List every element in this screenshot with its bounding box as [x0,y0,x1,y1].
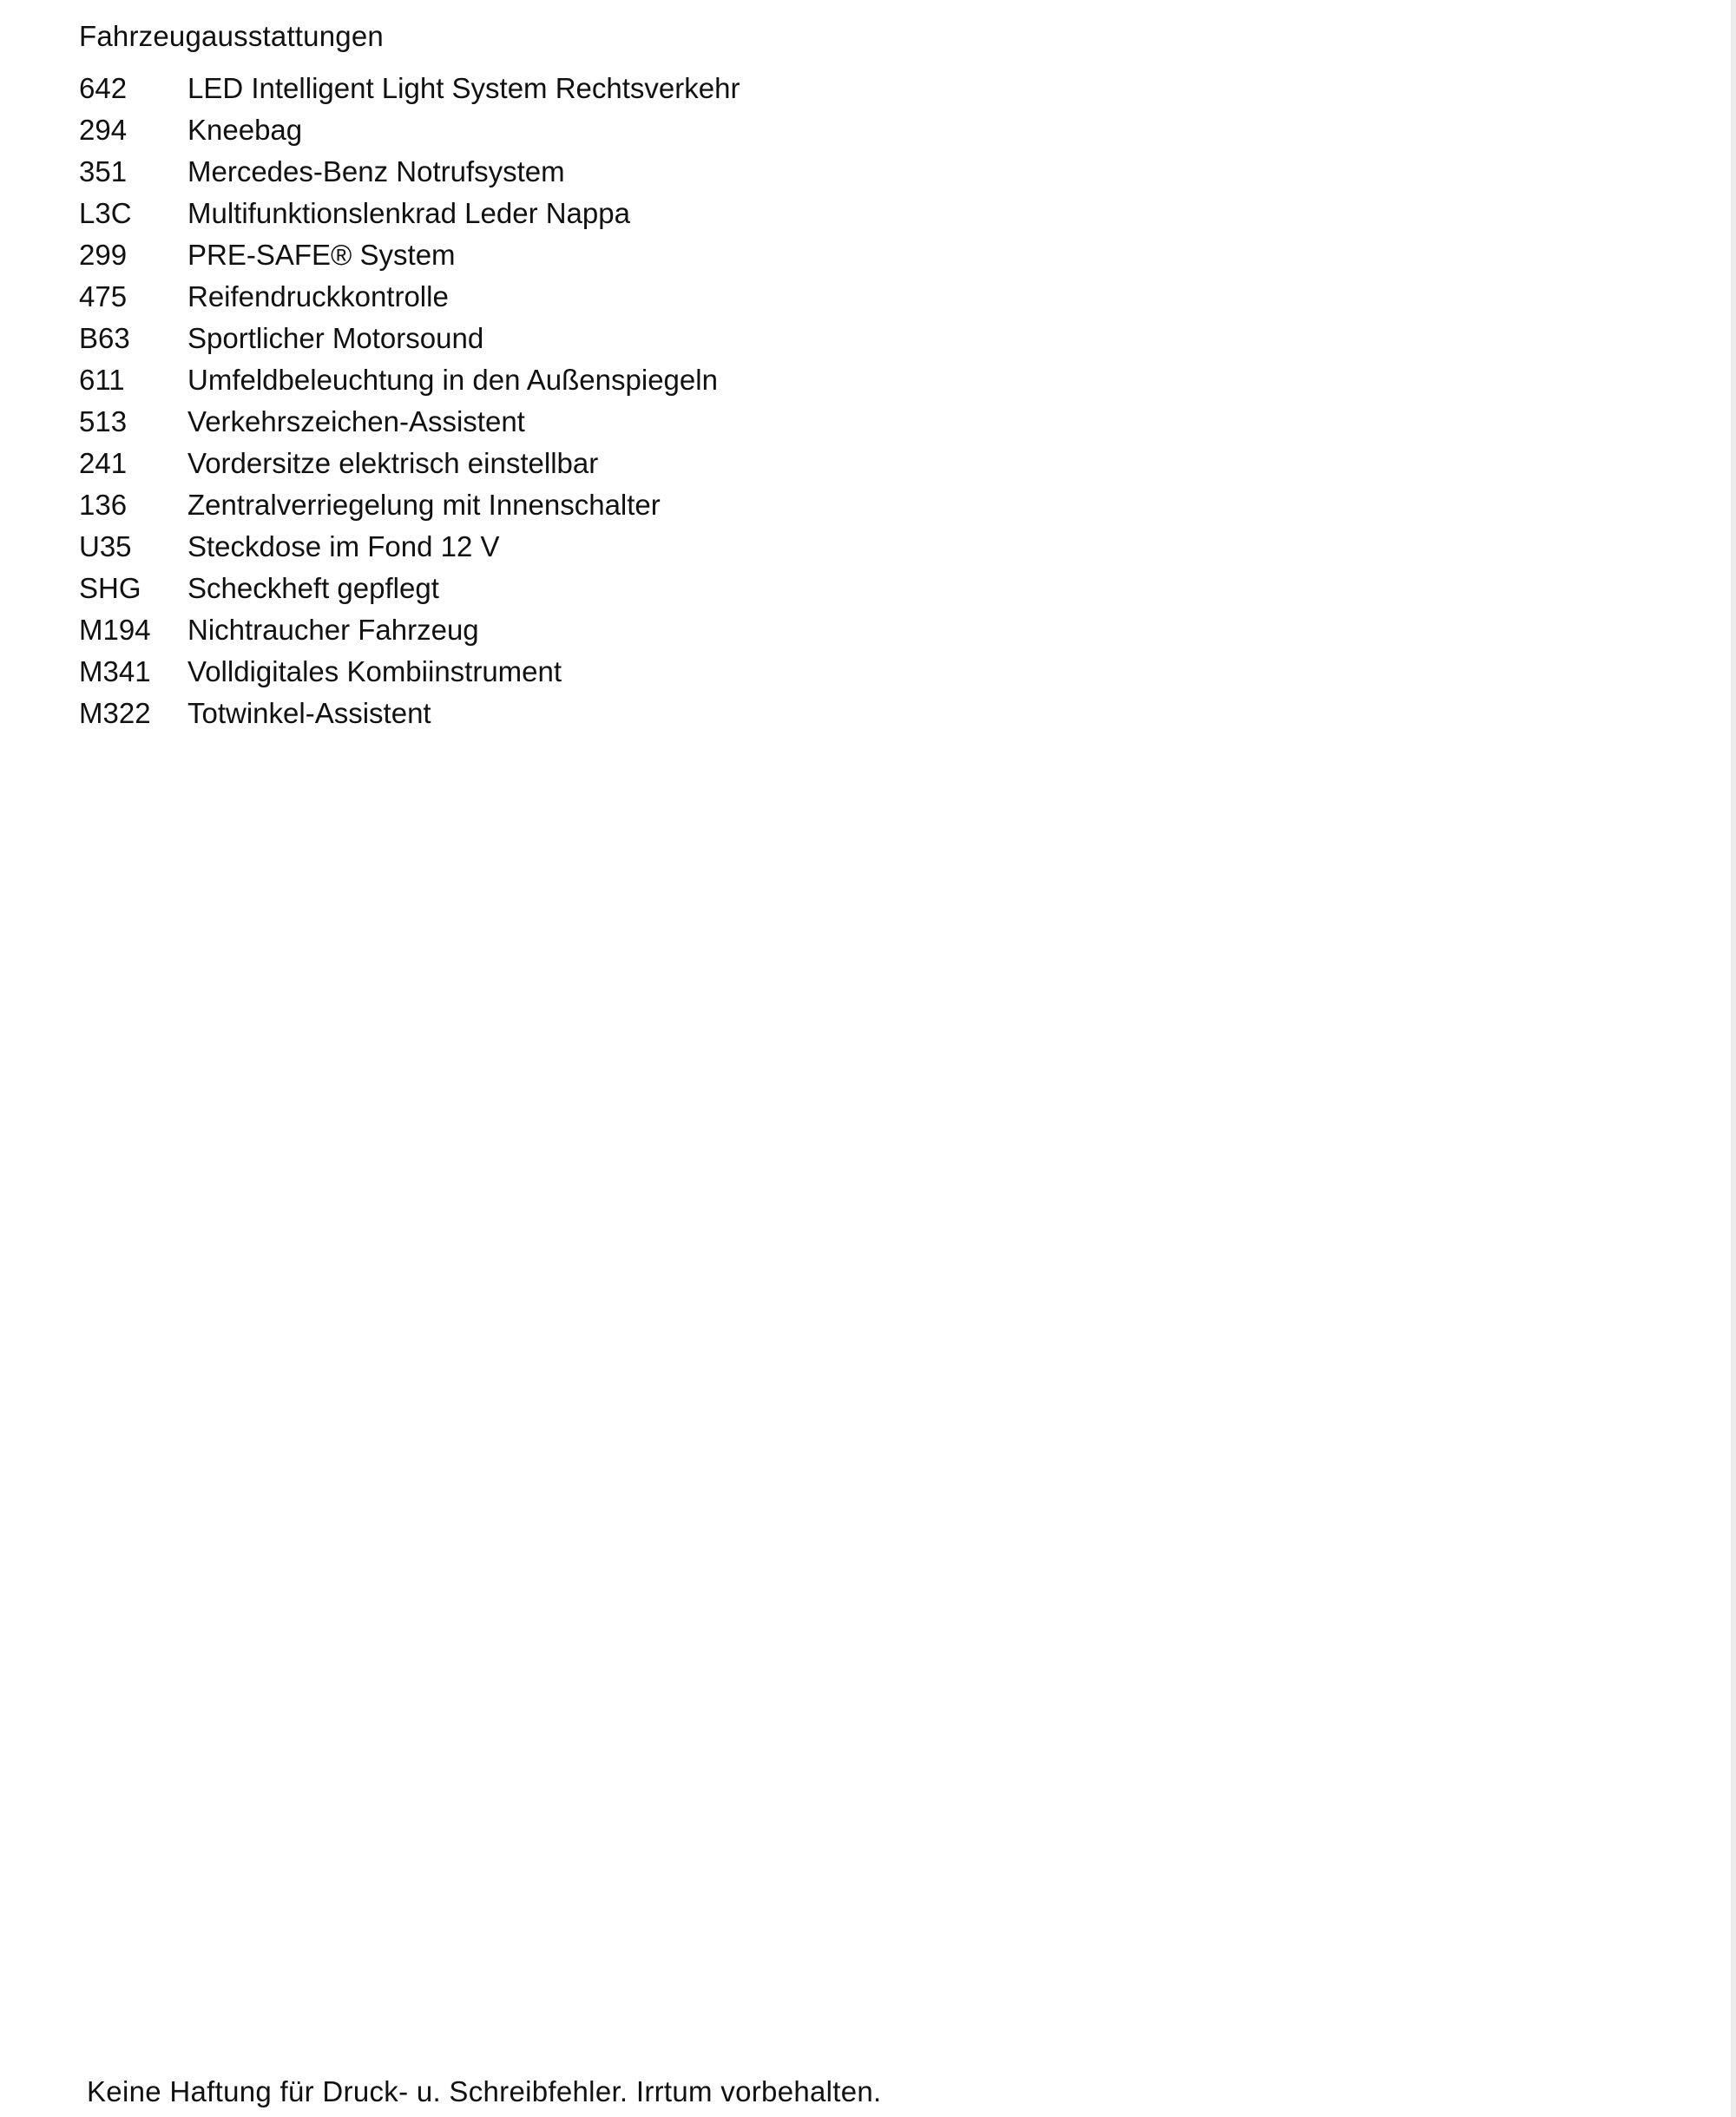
equipment-row [79,651,740,693]
equipment-code: 299 [79,239,128,271]
equipment-code: 513 [79,405,128,437]
equipment-description: Nichtraucher Fahrzeug [187,614,479,646]
equipment-code: L3C [79,197,132,229]
equipment-description: Zentralverriegelung mit Innenschalter [187,489,661,521]
equipment-row [79,526,740,568]
section-title: Fahrzeugausstattungen [79,20,384,52]
equipment-description: PRE-SAFE® System [187,239,456,271]
equipment-row [79,109,740,151]
equipment-row [79,484,740,526]
equipment-row [79,401,740,443]
equipment-row [79,693,740,734]
equipment-description: Multifunktionslenkrad Leder Nappa [187,197,630,229]
equipment-row [79,151,740,193]
equipment-row [79,193,740,234]
equipment-row [79,318,740,359]
equipment-row [79,609,740,651]
equipment-description: Vordersitze elektrisch einstellbar [187,447,599,479]
equipment-description: Umfeldbeleuchtung in den Außenspiegeln [187,364,718,396]
equipment-row [79,276,740,318]
equipment-row [79,568,740,609]
equipment-code: M322 [79,697,151,729]
equipment-description: Reifendruckkontrolle [187,280,449,312]
equipment-description: Kneebag [187,114,303,146]
equipment-row [79,234,740,276]
disclaimer-footer: Keine Haftung für Druck- u. Schreibfehler. Irrtum vorbehalten. [87,2075,882,2107]
equipment-code: 475 [79,280,128,312]
equipment-code: B63 [79,322,130,354]
equipment-description: LED Intelligent Light System Rechtsverkehr [187,72,740,104]
equipment-code: 351 [79,155,128,187]
equipment-description: Mercedes-Benz Notrufsystem [187,155,565,187]
equipment-description: Volldigitales Kombiinstrument [187,655,562,687]
equipment-code: 642 [79,72,128,104]
equipment-code: M341 [79,655,151,687]
equipment-code: 294 [79,114,128,146]
equipment-code: SHG [79,572,141,604]
equipment-description: Verkehrszeichen-Assistent [187,405,525,437]
equipment-row [79,68,740,109]
page-right-edge [1731,0,1736,2117]
equipment-description: Scheckheft gepflegt [187,572,439,604]
equipment-code: U35 [79,530,132,562]
equipment-code: M194 [79,614,151,646]
equipment-code: 611 [79,364,125,396]
equipment-list [79,68,740,734]
equipment-code: 136 [79,489,128,521]
equipment-code: 241 [79,447,128,479]
equipment-description: Sportlicher Motorsound [187,322,484,354]
equipment-description: Totwinkel-Assistent [187,697,431,729]
equipment-description: Steckdose im Fond 12 V [187,530,500,562]
equipment-row [79,359,740,401]
equipment-row [79,443,740,484]
